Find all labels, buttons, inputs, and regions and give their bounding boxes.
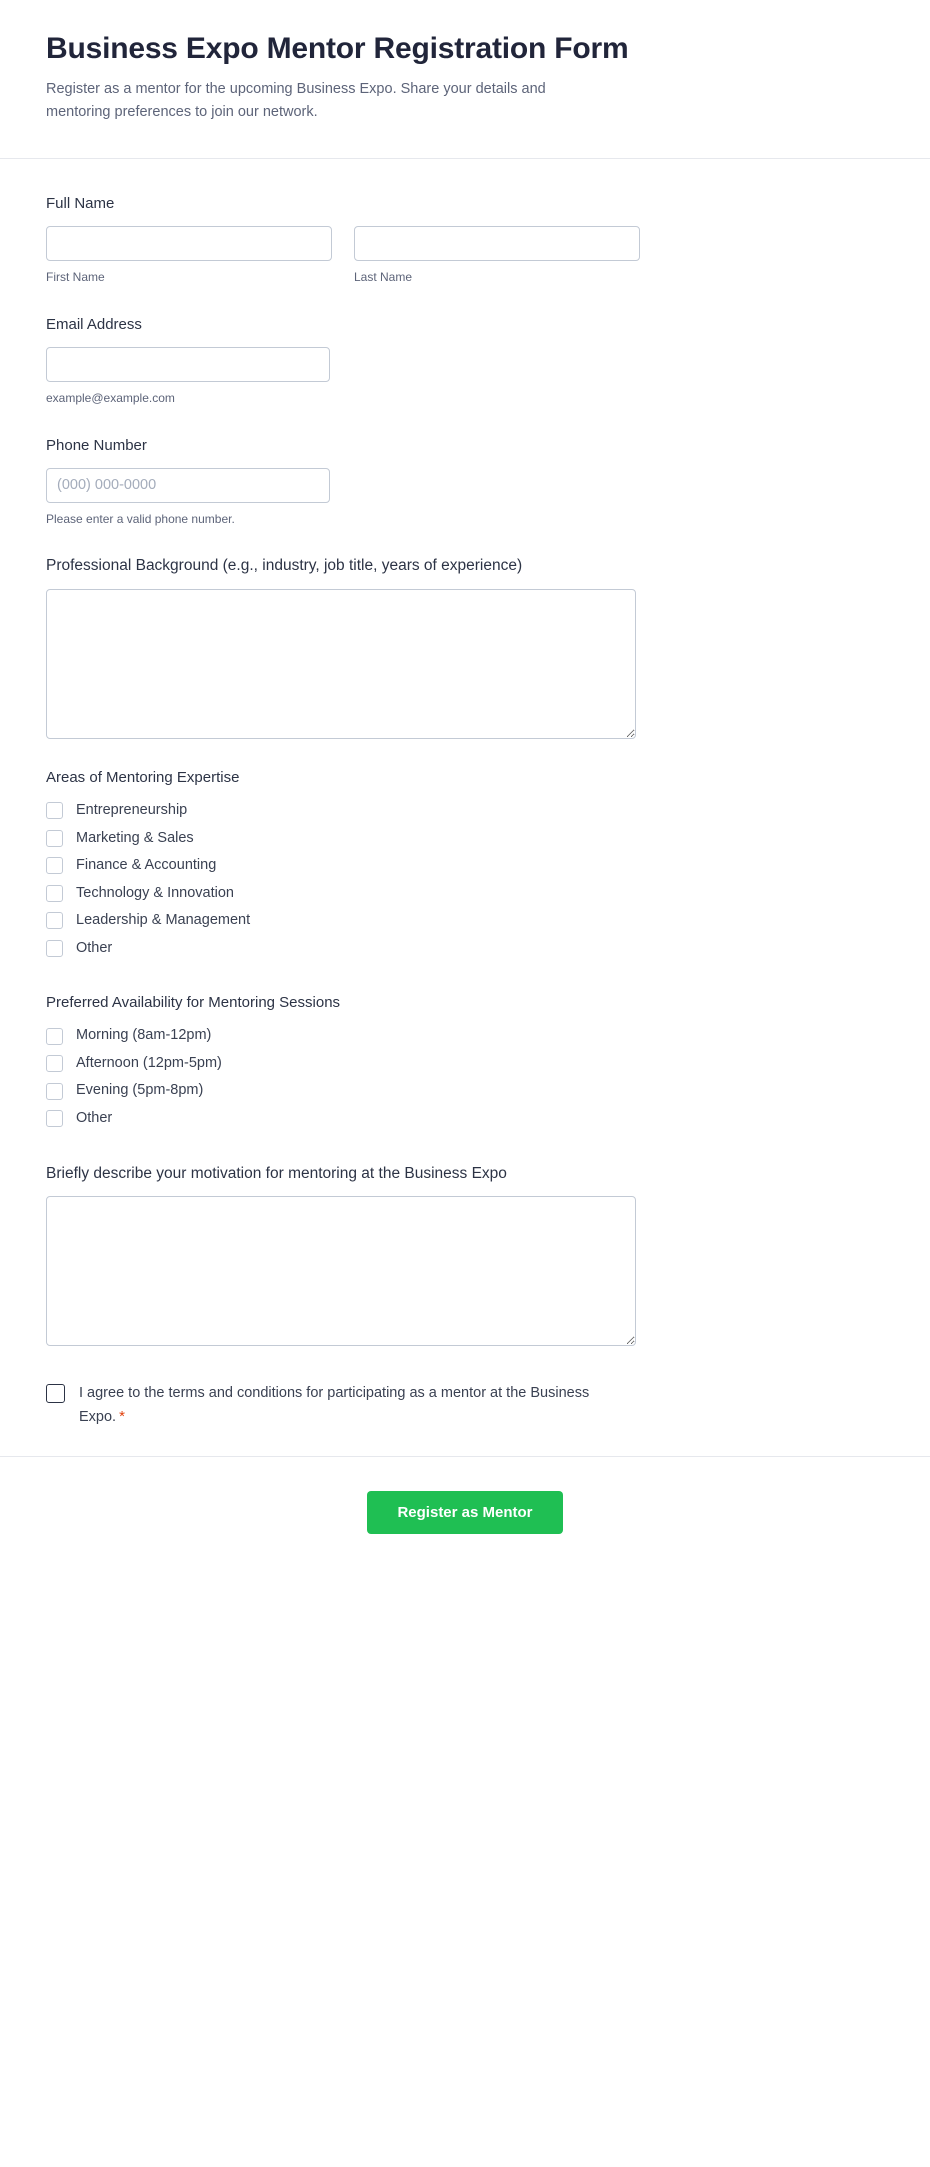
motivation-textarea[interactable]	[46, 1196, 636, 1346]
checkbox-icon[interactable]	[46, 802, 63, 819]
checkbox-row-afternoon[interactable]	[46, 1054, 884, 1074]
checkbox-icon[interactable]	[46, 1083, 63, 1100]
checkbox-row-technology-innovation[interactable]	[46, 884, 884, 904]
checkbox-row-evening[interactable]	[46, 1081, 884, 1101]
group-availability	[46, 992, 884, 1128]
checkbox-icon[interactable]	[46, 830, 63, 847]
phone-label: Phone Number	[46, 436, 147, 454]
first-name-sublabel: First Name	[46, 270, 105, 285]
email-input[interactable]	[46, 347, 330, 382]
checkbox-row-marketing-sales[interactable]	[46, 829, 884, 849]
checkbox-icon[interactable]	[46, 857, 63, 874]
checkbox-label: Marketing & Sales	[76, 829, 194, 846]
checkbox-label: Leadership & Management	[76, 912, 251, 929]
field-full-name	[46, 193, 884, 286]
phone-hint: Please enter a valid phone number.	[46, 511, 235, 526]
field-email	[46, 314, 884, 407]
phone-input[interactable]	[46, 468, 330, 503]
form-body	[0, 159, 930, 1456]
motivation-label: Briefly describe your motivation for mentoring at the Business Expo	[46, 1164, 507, 1182]
terms-block	[46, 1382, 884, 1428]
checkbox-icon[interactable]	[46, 1055, 63, 1072]
checkbox-label: Morning (8am-12pm)	[76, 1027, 212, 1044]
terms-text: I agree to the terms and conditions for participating as a mentor at the Business Expo.	[79, 1385, 590, 1425]
first-name-input[interactable]	[46, 226, 332, 261]
group-expertise	[46, 767, 884, 958]
expertise-options	[46, 801, 884, 958]
email-label: Email Address	[46, 316, 142, 334]
terms-row[interactable]	[46, 1382, 884, 1428]
checkbox-label: Evening (5pm-8pm)	[76, 1082, 204, 1099]
last-name-col	[354, 226, 640, 286]
page-title: Business Expo Mentor Registration Form	[46, 32, 629, 65]
checkbox-row-availability-other[interactable]	[46, 1109, 884, 1129]
terms-checkbox-icon[interactable]	[46, 1384, 65, 1403]
checkbox-row-morning[interactable]	[46, 1026, 884, 1046]
checkbox-label: Other	[76, 939, 113, 956]
checkbox-icon[interactable]	[46, 1110, 63, 1127]
field-motivation	[46, 1163, 884, 1347]
checkbox-row-finance-accounting[interactable]	[46, 856, 884, 876]
last-name-sublabel: Last Name	[354, 270, 413, 285]
terms-label	[79, 1382, 599, 1428]
email-hint: example@example.com	[46, 391, 175, 406]
full-name-row	[46, 226, 884, 286]
professional-background-label: Professional Background (e.g., industry, job title, years of experience)	[46, 557, 523, 575]
expertise-label: Areas of Mentoring Expertise	[46, 768, 240, 786]
checkbox-label: Other	[76, 1110, 113, 1126]
checkbox-label: Finance & Accounting	[76, 857, 217, 874]
checkbox-label: Afternoon (12pm-5pm)	[76, 1054, 222, 1071]
last-name-input[interactable]	[354, 226, 640, 261]
availability-label: Preferred Availability for Mentoring Sessions	[46, 994, 341, 1012]
checkbox-row-entrepreneurship[interactable]	[46, 801, 884, 821]
form-header	[0, 0, 930, 159]
checkbox-row-leadership-management[interactable]	[46, 911, 884, 931]
full-name-label: Full Name	[46, 195, 115, 213]
checkbox-icon[interactable]	[46, 885, 63, 902]
checkbox-icon[interactable]	[46, 1028, 63, 1045]
checkbox-icon[interactable]	[46, 912, 63, 929]
professional-background-textarea[interactable]	[46, 589, 636, 739]
field-professional-background	[46, 555, 884, 739]
checkbox-icon[interactable]	[46, 940, 63, 957]
register-as-mentor-button[interactable]: Register as Mentor	[367, 1491, 562, 1534]
field-phone	[46, 435, 884, 528]
checkbox-row-expertise-other[interactable]	[46, 939, 884, 959]
checkbox-label: Entrepreneurship	[76, 801, 188, 818]
availability-options	[46, 1026, 884, 1128]
required-asterisk: *	[119, 1407, 125, 1425]
email-col	[46, 347, 330, 407]
page-subtitle: Register as a mentor for the upcoming Business Expo. Share your details and mentoring preferences to join our network.	[46, 80, 546, 120]
checkbox-label: Technology & Innovation	[76, 884, 234, 901]
form-footer	[0, 1456, 930, 1574]
phone-col	[46, 468, 330, 528]
first-name-col	[46, 226, 332, 286]
